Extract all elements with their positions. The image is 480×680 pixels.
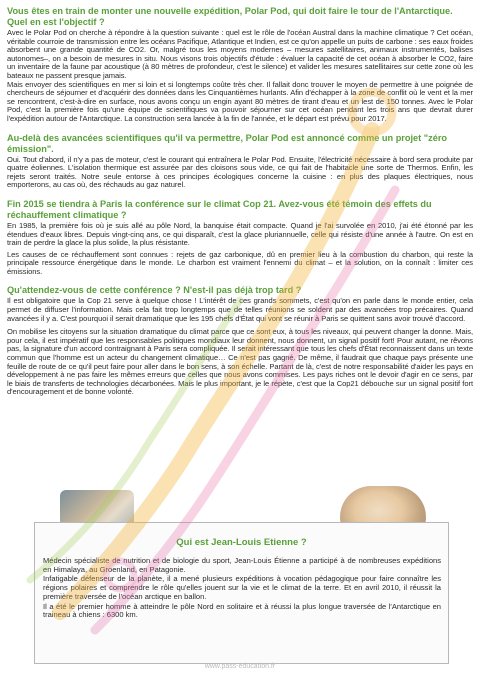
bio-box-title: Qui est Jean-Louis Etienne ? [176,537,307,548]
answer-paragraph: Oui. Tout d'abord, il n'y a pas de moteur, c'est le courant qui entraînera le Polar Pod. Ensuite, l'électricité nécessaire à bord sera produite par quatre éoliennes. L'isolation thermique est assurée par des cloisons sous vide, ce qui fait de l'habitacle une sorte de Thermos. Enfin, les rejets seront traités. Notre seule entorse à ces principes écologiques concerne la cuisine : en plus des plaques électriques, nous emporterons, au cas où, des réchauds au gaz naturel. [7,154,473,190]
section-zero-emission [7,133,473,190]
question-heading: Vous êtes en train de monter une nouvelle expédition, Polar Pod, qui doit faire le tour de l'Antarctique. Quel en est l'objectif ? [7,6,453,27]
bio-paragraph: Médecin spécialiste de nutrition et de biologie du sport, Jean-Louis Étienne a participé à de nombreuses expéditions en Himalaya, au Groenland, en Patagonie. [43,556,441,574]
section-objective [7,6,473,124]
bio-box [34,522,449,664]
answer-paragraph: Mais envoyer des scientifiques en mer si loin et si longtemps coûte très cher. Il fallait donc trouver le moyen de permettre à une poignée de chercheurs de séjourner et d'acquérir des données dans les Cinquantièmes hurlants. Afin d'échapper à la zone de conflit où le vent et la mer se rencontrent, c'est-à-dire en surface, nous avons conçu un engin ayant 80 mètres de tirant d'eau et un lest de 150 tonnes. Avec le Polar Pod, c'est la première fois qu'une équipe de scientifiques va pouvoir séjourner sur cet océan pendant les trois ans que devrait durer l'expédition autour de l'Antarctique. La construction sera lancée à la fin de l'année, et le départ est prévu pour 2017. [7,79,473,123]
section-cop21-effects [7,199,473,277]
section-conference-expectations [7,285,473,397]
footer-url: www.pass-education.fr [204,663,276,670]
question-heading: Au-delà des avancées scientifiques qu'il va permettre, Polar Pod est annoncé comme un projet "zéro émission". [7,132,448,154]
bio-paragraph: Infatigable défenseur de la planète, il a mené plusieurs expéditions à vocation pédagogique pour faire connaître les régions polaires et comprendre le rôle qu'elles jouent sur la vie et le climat de la terre. Et en avril 2010, il réussit la première traversée de l'océan arctique en ballon. [43,574,441,601]
answer-paragraph: Il est obligatoire que la Cop 21 serve à quelque chose ! L'intérêt de ces grands sommets, c'est qu'on en parle dans le monde entier, cela permet de diffuser l'information. Mais cela fait trop longtemps que de telles réunions se soldent par des avancées trop précaires. Quand avancées il y a. C'est pourquoi il serait dramatique que les 195 chefs d'État qui vont se réunir à Paris se quittent sans avoir trouvé d'accord. [7,296,473,323]
bio-box-text [43,557,441,621]
answer-paragraph: En 1985, la première fois où je suis allé au pôle Nord, la banquise était compacte. Quand je l'ai survolée en 2010, j'ai été étonné par les étendues d'eaux libres. Depuis vingt-cinq ans, ce qui disparaît, c'est la glace pluriannuelle, celle qui résiste d'une année à l'autre. On est en train de perdre la glace la plus solide, la plus résistante. [7,220,473,248]
question-heading: Fin 2015 se tiendra à Paris la conférence sur le climat Cop 21. Avez-vous été témoin des effets du réchauffement climatique ? [7,198,432,220]
bio-paragraph: Il a été le premier homme à atteindre le pôle Nord en solitaire et à réussi la plus longue traversée de l'Antarctique en traineau à chiens : 6300 km. [43,601,441,620]
answer-paragraph: Les causes de ce réchauffement sont connues : rejets de gaz carbonique, dû en premier lieu à la combustion du charbon, qui reste la principale ressource énergétique dans le monde. Le charbon est vraiment l'ennemi du climat – et la solution, on la connaît : limiter ces émissions. [7,249,473,276]
question-heading: Qu'attendez-vous de cette conférence ? N'est-il pas déjà trop tard ? [7,285,302,296]
answer-paragraph: Avec le Polar Pod on cherche à répondre à la question suivante : quel est le rôle de l'océan Austral dans la machine climatique ? Cet océan, véritable courroie de transmission entre les océans Pacifique, Atlantique et Indien, est ce qu'on appelle un puits de carbone : ses eaux froides absorbent une grande quantité de CO2. Or, malgré tous les moyens modernes – mesures satellitaires, animaux instrumentés, balises autonomes–, on a besoin de mesures in situ. Nous visons trois objectifs d'étude : évaluer la capacité de cet océan à absorber le CO2, faire un inventaire de la faune par acoustique (à 80 mètres de profondeur, c'est le silence) et valider les mesures satellitaires sur cette zone où les bateaux ne passent presque jamais. [7,28,473,80]
answer-paragraph: On mobilise les citoyens sur la situation dramatique du climat parce que ce sont eux, à tous les niveaux, qui peuvent changer la donne. Mais, pour cela, il est impératif que les responsables politiques mondiaux leur donnent, nous donnent, un signal positif fort! Pour autant, ne rêvons pas, la signature d'un accord contraignant à Paris sera compliquée. Il serait intéressant que tous les chefs d'État reconnaissent dans un texte commun que l'homme est un acteur du changement climatique… Ce n'est pas gagné. De même, il faudrait que chaque pays présente une feuille de route de ce qu'il peut faire pour aller dans le bon sens, à son échelle. Partant de là, c'est de notre responsabilité d'aider les pays en développement à ne pas faire les mêmes erreurs que celles que nous avons commises. Les pays riches ont le devoir d'agir en ce sens, par le biais de transferts de technologies décarbonées. Mais le plus important, je le répète, c'est que la Cop21 débouche sur un signal positif fort d'encouragement et de bonne volonté. [7,327,473,397]
interview-content [7,6,473,406]
